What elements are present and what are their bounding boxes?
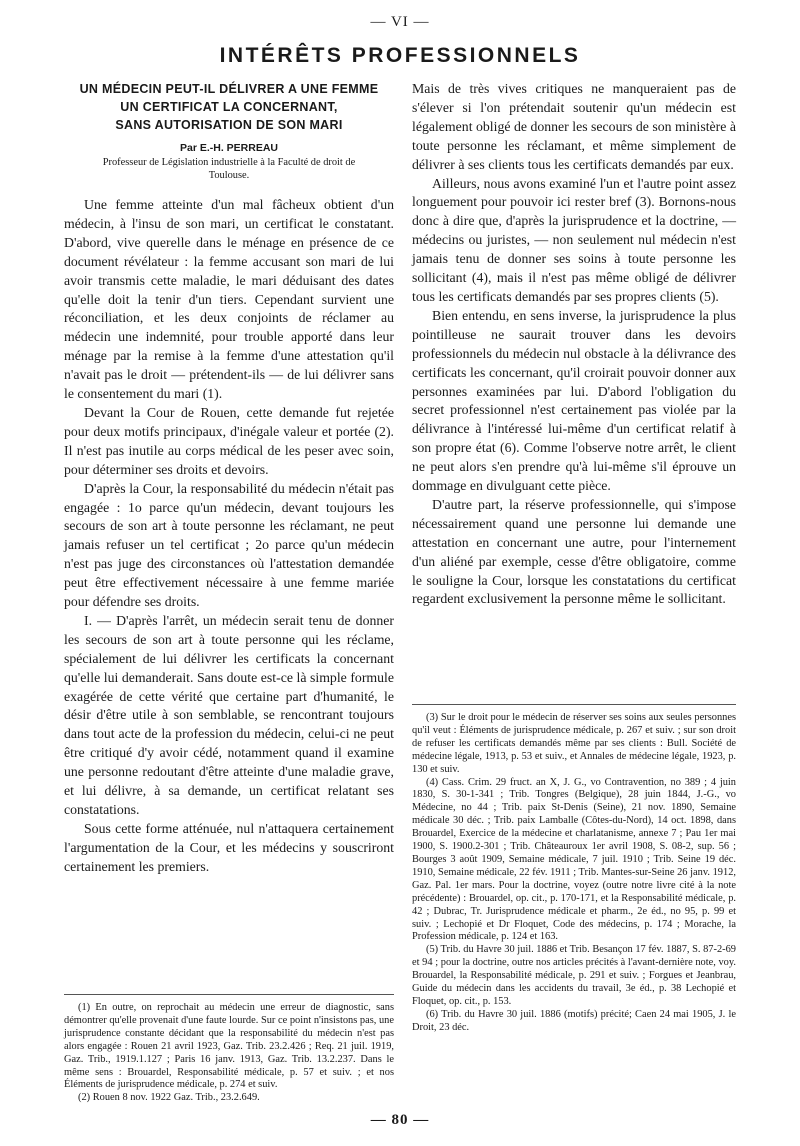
footnote: (3) Sur le droit pour le médecin de réserver ses soins aux seules personnes qu'il veut : Éléments de jurisprudence médicale, p. 267 et suiv. ; sur son droit de refuser les certificats demandés même par ses clients : Bull. Société de médecine légale, 1913, p. 53 et suiv., et Annales de médecine légale, 1923, p. 130 et suiv.	[412, 712, 736, 775]
body-paragraph: I. — D'après l'arrêt, un médecin serait tenu de donner les secours de son art à toute personne qui les réclame, spécialement de lui délivrer les certificats la concernant qu'elle lui demanderait. Sans doute est-ce là simple formule exagérée de cette vérité que certaine part d'humanité, le désir d'être utile à son semblable, se rencontrant toujours dans tout acte de la profession du médecin, celui-ci ne peut être critiqué d'y avoir cédé, notamment quand il examine une personne redoutant d'être atteinte d'une maladie grave, et lui délivre, à sa demande, un certificat relatant ses constatations.	[64, 612, 394, 817]
body-paragraph: Devant la Cour de Rouen, cette demande fut rejetée pour deux motifs principaux, d'inégale valeur et portée (2). Il n'est pas inutile au corps médical de les peser avec soin, pour déterminer ses droits et devoirs.	[64, 404, 394, 477]
section-title: INTÉRÊTS PROFESSIONNELS	[219, 44, 581, 67]
footnotes-left	[64, 1002, 394, 1105]
article-title-line-1: UN MÉDECIN PEUT-IL DÉLIVRER A UNE FEMME	[79, 82, 379, 96]
footnote: (1) En outre, on reprochait au médecin une erreur de diagnostic, sans démontrer qu'elle provenait d'une faute lourde. Sur ce point n'insistons pas, une jurisprudence constante décidant que la responsabilité du médecin n'est pas alors engagée : Rouen 21 avril 1923, Gaz. Trib. 23.2.426 ; Req. 21 juil. 1919, Gaz. Trib., 1919.1.127 ; Paris 16 janv. 1913, Gaz. Trib. 13.2.237. Dans le même sens : Brouardel, Responsabilité médicale, p. 57 et suiv. ; et nos Éléments de jurisprudence médicale, p. 274 et suiv.	[64, 1002, 394, 1091]
article-author: Par E.-H. PERREAU	[179, 142, 279, 154]
body-paragraph: Ailleurs, nous avons examiné l'un et l'autre point assez longuement pour pouvoir ici rester bref (3). Bornons-nous donc à dire que, d'après la jurisprudence et la doctrine, — médecins ou juristes, — non seulement nul médecin n'est jamais tenu de donner ses soins à toute personne les sollicitant (4), mais il n'est pas même obligé de délivrer tous les certificats demandés par ses propres clients (5).	[412, 175, 736, 304]
body-paragraph: Une femme atteinte d'un mal fâcheux obtient d'un médecin, à l'insu de son mari, un certificat le constatant. D'abord, vive querelle dans le ménage en présence de ce document révélateur : la femme accusant son mari de lui avoir transmis cette maladie, le mari déduisant des dates qu'elle doit la tenir d'un tiers. Cependant survient une réconciliation, et les deux conjoints de réclamer au médecin une indemnité, pour trouble apporté dans leur ménage par la remise à la femme d'une attestation qu'il n'avait pas le droit — prétendent-ils — de lui délivrer sans le consentement du mari (1).	[64, 197, 394, 402]
right-column	[412, 80, 736, 609]
body-paragraph: Sous cette forme atténuée, nul n'attaquera certainement l'argumentation de la Cour, et les médecins y souscriront certainement les premiers.	[64, 820, 394, 874]
author-affiliation: Professeur de Législation industrielle à la Faculté de droit de Toulouse.	[102, 157, 356, 181]
footnote: (2) Rouen 8 nov. 1922 Gaz. Trib., 23.2.649.	[78, 1092, 260, 1104]
article-title	[64, 80, 394, 134]
footnote-divider	[64, 994, 394, 995]
body-paragraph: Bien entendu, en sens inverse, la jurisprudence la plus pointilleuse ne saurait trouver dans les devoirs professionnels du médecin nul obstacle à la délivrance des certificats les concernant, qu'il croirait pouvoir donner aux personnes examinées par lui. D'abord l'obligation du secret professionnel n'est certainement pas violée par la délivrance à l'intéressé lui-même d'un certificat relatif à son propre état (6). Comme l'observe notre arrêt, le client ne peut alors s'en prendre qu'à lui-même s'il éprouve un dommage en divulguant cette pièce.	[412, 307, 736, 494]
article-title-line-2: UN CERTIFICAT LA CONCERNANT,	[120, 100, 338, 114]
article-title-line-3: SANS AUTORISATION DE SON MARI	[115, 118, 343, 132]
body-paragraph: D'autre part, la réserve professionnelle, qui s'impose nécessairement quand une personne lui demande une attestation en concernant une autre, pour l'internement d'un aliéné par exemple, cesse d'être obligatoire, comme le souligne la Cour, lorsque les constatations du certificat regardent exclusivement la personne même le sollicitant.	[412, 496, 736, 607]
left-column	[64, 80, 394, 877]
page-number: — 80 —	[370, 1112, 430, 1128]
footnotes-right	[412, 712, 736, 1035]
footnote: (4) Cass. Crim. 29 fruct. an X, J. G., vo Contravention, no 389 ; 4 juin 1830, S. 30-1-341 ; Trib. Tongres (Belgique), 28 juin 1844, J.-G., vo Médecine, no 44 ; Trib. paix St-Denis (Seine), 21 nov. 1890, Semaine médicale 30 déc. ; Trib. paix Lamballe (Côtes-du-Nord), 14 oct. 1898, dans Brouardel, Exercice de la médecine et charlatanisme, annexe 7 ; Pau 1er mai 1900, S. 1900.2-301 ; Trib. Châteauroux 1er avril 1908, S. 08-2, sup. 56 ; Bourges 3 août 1909, Semaine médicale, 7 juil. 1910 ; Trib. Seine 19 déc. 1910, Semaine médicale, 22 fév. 1911 ; Trib. Mantes-sur-Seine 26 janv. 1912, Gaz. Pal. 1er mars. Pour la doctrine, voyez (outre notre livre cité à la note précédente) : Brouardel, op. cit., p. 170-171, et la Responsabilité médicale, p. 42 ; Dubrac, Tr. Jurisprudence médicale et pharm., 2e éd., no 95, p. 99 et suiv. ; Lechopié et Dr Floquet, Code des médecins, p. 174 ; Morache, la Profession médicale, p. 124 et 163.	[412, 776, 736, 943]
footnote: (5) Trib. du Havre 30 juil. 1886 et Trib. Besançon 17 fév. 1887, S. 87-2-69 et 94 ; pour la doctrine, outre nos articles précités à l'avant-dernière note, voy. Brouardel, la Responsabilité médicale, p. 291 et suiv. ; Forgues et Jeanbrau, Guide du médecin dans les accidents du travail, 3e éd., p. 38 Lechopié et Floquet, op. cit., p. 153.	[412, 944, 736, 1007]
footnote: (6) Trib. du Havre 30 juil. 1886 (motifs) précité; Caen 24 mai 1905, J. le Droit, 23 déc.	[412, 1008, 736, 1033]
body-paragraph: Mais de très vives critiques ne manqueraient pas de s'élever si l'on prétendait soutenir qu'un médecin est légalement obligé de donner les secours de son ministère à toute personne les réclamant, et même simplement de délivrer à ses clients tous les certificats demandés par eux.	[412, 81, 736, 172]
footnote-divider	[412, 704, 736, 705]
body-paragraph: D'après la Cour, la responsabilité du médecin n'était pas engagée : 1o parce qu'un médecin, devant toujours les secours de son art à toute personne les réclamant, ne peut jamais refuser un tel certificat ; 2o parce qu'un médecin n'est pas juge des circonstances où l'attestation demandée peut être effectivement nécessaire à une femme mariée pour défendre ses droits.	[64, 480, 394, 610]
page-roman-numeral: — VI —	[370, 14, 430, 30]
